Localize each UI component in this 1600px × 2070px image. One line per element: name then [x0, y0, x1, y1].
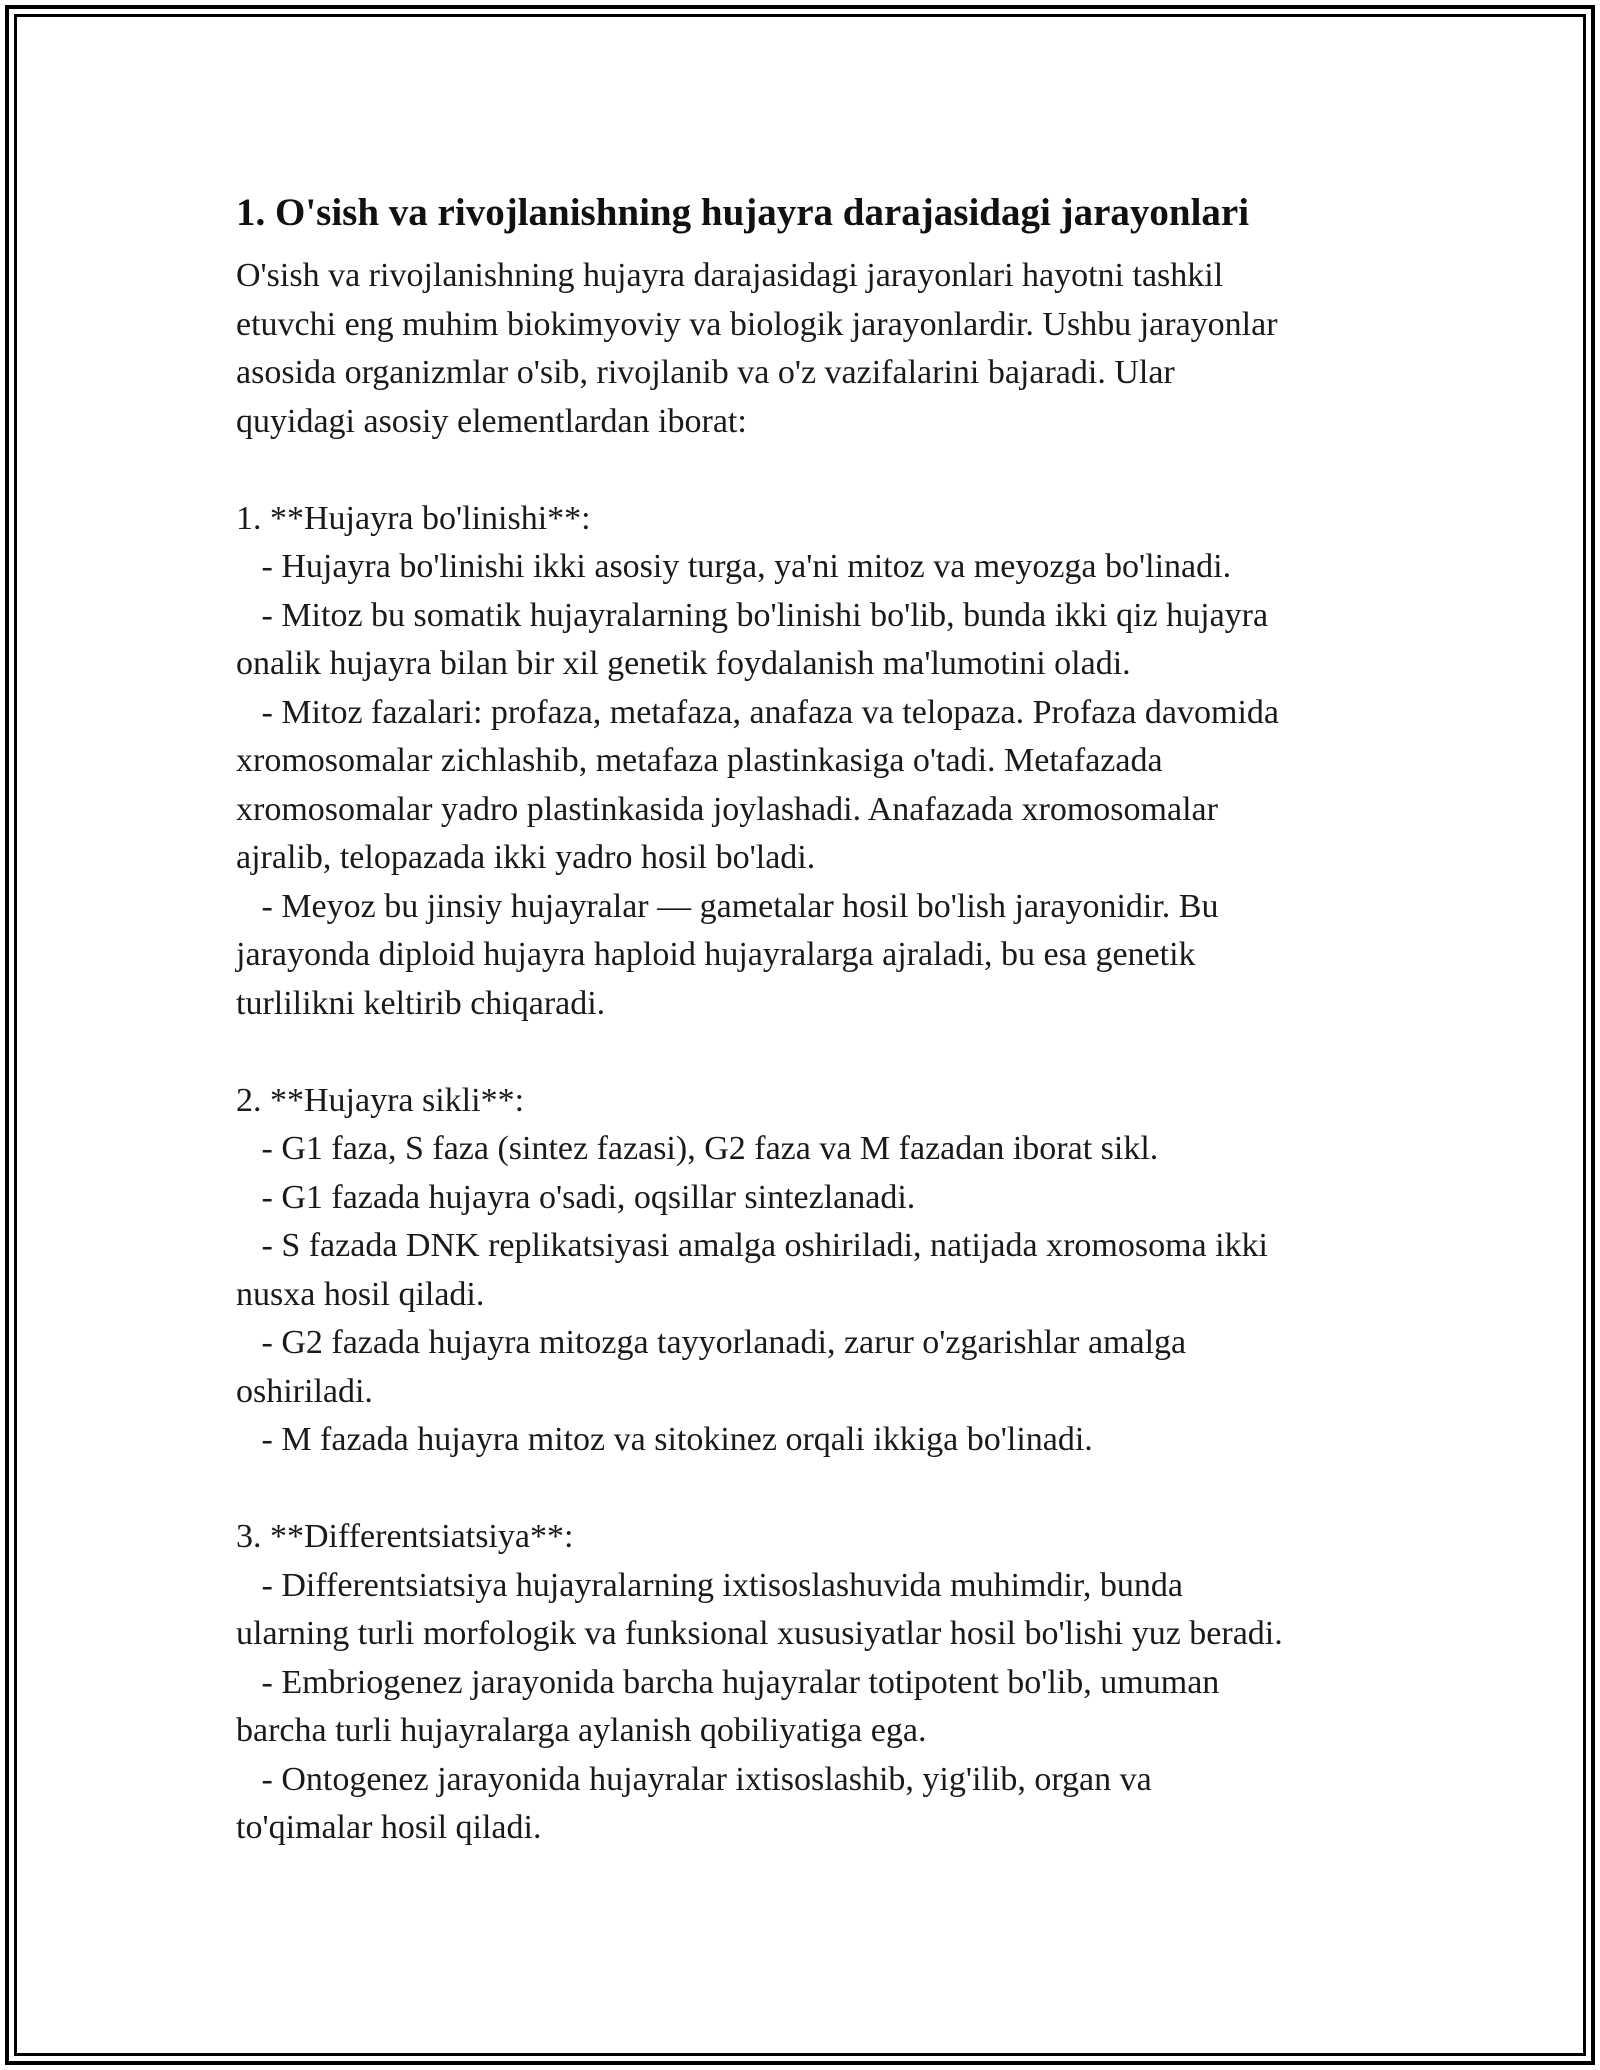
document-body: O'sish va rivojlanishning hujayra darajasidagi jarayonlari hayotni tashkil etuvchi eng muhim biokimyoviy va biologik jarayonlardir. Ushbu jarayonlar asosida organizmlar o'sib, rivojlanib va o'z vazifalarini bajaradi. Ular quyidagi asosiy elementlardan iborat: 1. **Hujayra bo'linishi**: - Hujayra bo'linishi ikki asosiy turga, ya'ni mitoz va meyozga bo'linadi. - Mitoz bu somatik hujayralarning bo'linishi bo'lib, bunda ikki qiz hujayra onalik hujayra bilan bir xil genetik foydalanish ma'lumotini oladi. - Mitoz fazalari: profaza, metafaza, anafaza va telopaza. Profaza davomida xromosomalar zichlashib, metafaza plastinkasiga o'tadi. Metafazada xromosomalar yadro plastinkasida joylashadi. Anafazada xromosomalar ajralib, telopazada ikki yadro hosil bo'ladi. - Meyoz bu jinsiy hujayralar — gametalar hosil bo'lish jarayonidir. Bu jarayonda diploid hujayra haploid hujayralarga ajraladi, bu esa genetik turlilikni keltirib chiqaradi. 2. **Hujayra sikli**: - G1 faza, S faza (sintez fazasi), G2 faza va M fazadan iborat sikl. - G1 fazada hujayra o'sadi, oqsillar sintezlanadi. - S fazada DNK replikatsiyasi amalga oshiriladi, natijada xromosoma ikki nusxa hosil qiladi. - G2 fazada hujayra mitozga tayyorlanadi, zarur o'zgarishlar amalga oshiriladi. - M fazada hujayra mitoz va sitokinez orqali ikkiga bo'linadi. 3. **Differentsiatsiya**: - Differentsiatsiya hujayralarning ixtisoslashuvida muhimdir, bunda ularning turli morfologik va funksional xususiyatlar hosil bo'lishi yuz beradi. - Embriogenez jarayonida barcha hujayralar totipotent bo'lib, umuman barcha turli hujayralarga aylanish qobiliyatiga ega. - Ontogenez jarayonida hujayralar ixtisoslashib, yig'ilib, organ va to'qimalar hosil qiladi.	[236, 257, 1283, 1846]
document-title: 1. O'sish va rivojlanishning hujayra darajasidagi jarayonlari	[236, 191, 1250, 234]
document-content	[236, 180, 1396, 1853]
